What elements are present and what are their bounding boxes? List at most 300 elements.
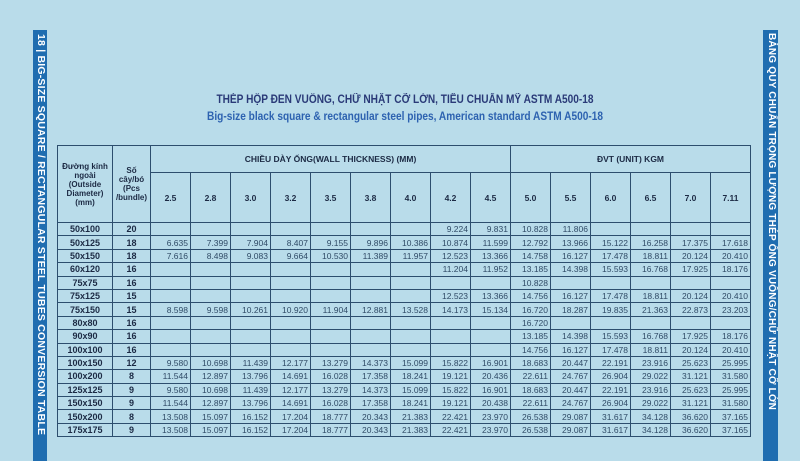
cell-weight: 12.897 bbox=[191, 397, 231, 410]
cell-weight: 16.258 bbox=[631, 236, 671, 249]
side-label-left bbox=[33, 30, 47, 461]
cell-weight bbox=[391, 263, 431, 276]
cell-weight bbox=[231, 276, 271, 289]
cell-weight: 24.767 bbox=[551, 370, 591, 383]
header-thickness: 3.8 bbox=[351, 173, 391, 223]
cell-size: 100x100 bbox=[58, 343, 113, 356]
cell-weight: 9.896 bbox=[351, 236, 391, 249]
cell-weight bbox=[151, 263, 191, 276]
cell-weight: 10.698 bbox=[191, 356, 231, 369]
table-row bbox=[58, 397, 751, 410]
cell-weight: 14.373 bbox=[351, 383, 391, 396]
cell-weight: 17.478 bbox=[591, 343, 631, 356]
cell-weight bbox=[431, 316, 471, 329]
cell-weight: 17.925 bbox=[671, 330, 711, 343]
cell-weight bbox=[271, 276, 311, 289]
cell-weight bbox=[391, 289, 431, 302]
weight-table bbox=[57, 145, 751, 437]
cell-pcs: 16 bbox=[113, 343, 151, 356]
cell-weight: 11.806 bbox=[551, 223, 591, 236]
cell-weight: 23.916 bbox=[631, 356, 671, 369]
cell-weight: 13.366 bbox=[471, 289, 511, 302]
cell-weight: 17.358 bbox=[351, 370, 391, 383]
header-thickness: 6.0 bbox=[591, 173, 631, 223]
cell-weight: 10.828 bbox=[511, 223, 551, 236]
cell-weight bbox=[351, 223, 391, 236]
cell-weight bbox=[151, 330, 191, 343]
cell-weight: 18.241 bbox=[391, 397, 431, 410]
cell-weight: 8.598 bbox=[151, 303, 191, 316]
cell-weight: 12.523 bbox=[431, 289, 471, 302]
cell-weight: 21.383 bbox=[391, 410, 431, 423]
cell-pcs: 9 bbox=[113, 383, 151, 396]
cell-size: 60x120 bbox=[58, 263, 113, 276]
cell-weight: 16.028 bbox=[311, 397, 351, 410]
cell-weight: 25.995 bbox=[711, 356, 751, 369]
cell-weight: 10.920 bbox=[271, 303, 311, 316]
cell-weight: 31.121 bbox=[671, 370, 711, 383]
cell-weight: 25.623 bbox=[671, 356, 711, 369]
cell-weight bbox=[351, 263, 391, 276]
cell-weight bbox=[191, 276, 231, 289]
cell-weight: 9.580 bbox=[151, 383, 191, 396]
cell-weight: 22.873 bbox=[671, 303, 711, 316]
cell-pcs: 9 bbox=[113, 423, 151, 436]
cell-weight: 20.438 bbox=[471, 397, 511, 410]
cell-weight: 15.099 bbox=[391, 356, 431, 369]
cell-size: 175x175 bbox=[58, 423, 113, 436]
cell-weight: 13.528 bbox=[391, 303, 431, 316]
cell-weight: 25.995 bbox=[711, 383, 751, 396]
cell-size: 50x150 bbox=[58, 249, 113, 262]
cell-weight: 9.083 bbox=[231, 249, 271, 262]
cell-size: 80x80 bbox=[58, 316, 113, 329]
cell-weight: 9.831 bbox=[471, 223, 511, 236]
cell-weight: 19.121 bbox=[431, 370, 471, 383]
cell-weight: 7.399 bbox=[191, 236, 231, 249]
cell-weight: 9.155 bbox=[311, 236, 351, 249]
cell-weight: 16.127 bbox=[551, 343, 591, 356]
cell-weight: 13.185 bbox=[511, 263, 551, 276]
table-row bbox=[58, 356, 751, 369]
cell-weight bbox=[631, 316, 671, 329]
cell-weight bbox=[151, 289, 191, 302]
header-unit: ĐVT (UNIT) KGM bbox=[511, 146, 751, 173]
header-thickness: 3.5 bbox=[311, 173, 351, 223]
cell-size: 100x200 bbox=[58, 370, 113, 383]
header-thickness: 2.5 bbox=[151, 173, 191, 223]
cell-weight bbox=[231, 316, 271, 329]
cell-weight: 14.691 bbox=[271, 397, 311, 410]
cell-weight bbox=[431, 330, 471, 343]
cell-weight bbox=[191, 223, 231, 236]
cell-weight: 15.099 bbox=[391, 383, 431, 396]
cell-weight: 18.176 bbox=[711, 263, 751, 276]
cell-weight: 20.447 bbox=[551, 356, 591, 369]
cell-weight bbox=[191, 263, 231, 276]
cell-pcs: 8 bbox=[113, 370, 151, 383]
cell-weight: 21.363 bbox=[631, 303, 671, 316]
cell-weight: 18.777 bbox=[311, 423, 351, 436]
cell-weight: 34.128 bbox=[631, 410, 671, 423]
cell-weight: 11.599 bbox=[471, 236, 511, 249]
cell-weight bbox=[231, 223, 271, 236]
cell-weight: 10.828 bbox=[511, 276, 551, 289]
cell-weight: 23.916 bbox=[631, 383, 671, 396]
cell-weight: 14.758 bbox=[511, 249, 551, 262]
cell-weight: 20.447 bbox=[551, 383, 591, 396]
header-thickness: 5.0 bbox=[511, 173, 551, 223]
cell-weight: 12.792 bbox=[511, 236, 551, 249]
table-row bbox=[58, 289, 751, 302]
side-label-right-text: BẢNG QUY CHUẨN TRỌNG LƯỢNG THÉP ỐNG VUÔNG/CHỮ NHẬT CỠ LỚN bbox=[766, 33, 777, 411]
header-thickness: 5.5 bbox=[551, 173, 591, 223]
cell-pcs: 16 bbox=[113, 263, 151, 276]
cell-weight: 13.185 bbox=[511, 330, 551, 343]
cell-weight: 11.544 bbox=[151, 397, 191, 410]
table-row bbox=[58, 276, 751, 289]
cell-weight: 14.398 bbox=[551, 330, 591, 343]
cell-weight bbox=[311, 263, 351, 276]
cell-weight: 26.538 bbox=[511, 410, 551, 423]
cell-weight: 11.904 bbox=[311, 303, 351, 316]
cell-weight: 14.173 bbox=[431, 303, 471, 316]
header-diameter: Đường kính ngoài (Outside Diameter) (mm) bbox=[58, 146, 113, 223]
cell-weight: 23.203 bbox=[711, 303, 751, 316]
cell-weight: 20.410 bbox=[711, 249, 751, 262]
cell-weight: 25.623 bbox=[671, 383, 711, 396]
cell-weight: 29.022 bbox=[631, 370, 671, 383]
cell-weight: 16.152 bbox=[231, 410, 271, 423]
table-row bbox=[58, 370, 751, 383]
cell-weight bbox=[311, 330, 351, 343]
cell-size: 75x75 bbox=[58, 276, 113, 289]
cell-weight: 20.410 bbox=[711, 289, 751, 302]
cell-weight: 16.127 bbox=[551, 249, 591, 262]
cell-weight: 8.407 bbox=[271, 236, 311, 249]
cell-weight bbox=[351, 316, 391, 329]
header-thickness: 3.2 bbox=[271, 173, 311, 223]
cell-weight: 13.966 bbox=[551, 236, 591, 249]
header-wall-thickness: CHIỀU DÀY ỐNG(WALL THICKNESS) (MM) bbox=[151, 146, 511, 173]
cell-weight bbox=[391, 276, 431, 289]
side-label-left-text: 18 | BIG-SIZE SQUARE / RECTANGULAR STEEL TUBES CONVERSION TABLE bbox=[35, 34, 47, 436]
cell-weight bbox=[271, 263, 311, 276]
cell-weight: 36.620 bbox=[671, 423, 711, 436]
cell-weight: 11.957 bbox=[391, 249, 431, 262]
cell-weight bbox=[671, 223, 711, 236]
cell-pcs: 16 bbox=[113, 330, 151, 343]
cell-weight: 12.881 bbox=[351, 303, 391, 316]
header-thickness: 4.0 bbox=[391, 173, 431, 223]
cell-weight bbox=[231, 343, 271, 356]
cell-weight bbox=[151, 223, 191, 236]
cell-weight: 22.611 bbox=[511, 397, 551, 410]
cell-pcs: 15 bbox=[113, 303, 151, 316]
cell-weight: 9.664 bbox=[271, 249, 311, 262]
cell-weight: 15.134 bbox=[471, 303, 511, 316]
cell-weight bbox=[591, 276, 631, 289]
cell-weight: 12.177 bbox=[271, 356, 311, 369]
cell-weight: 18.287 bbox=[551, 303, 591, 316]
cell-weight: 14.373 bbox=[351, 356, 391, 369]
cell-weight: 14.756 bbox=[511, 343, 551, 356]
cell-weight: 20.124 bbox=[671, 249, 711, 262]
cell-weight: 17.358 bbox=[351, 397, 391, 410]
cell-weight: 13.508 bbox=[151, 423, 191, 436]
cell-weight: 10.698 bbox=[191, 383, 231, 396]
cell-weight: 15.593 bbox=[591, 330, 631, 343]
cell-weight: 29.022 bbox=[631, 397, 671, 410]
cell-weight: 16.028 bbox=[311, 370, 351, 383]
table-row bbox=[58, 249, 751, 262]
cell-weight: 15.097 bbox=[191, 423, 231, 436]
cell-weight bbox=[711, 223, 751, 236]
table-row bbox=[58, 423, 751, 436]
cell-weight: 11.952 bbox=[471, 263, 511, 276]
cell-weight: 16.901 bbox=[471, 356, 511, 369]
cell-weight: 7.904 bbox=[231, 236, 271, 249]
cell-weight: 21.383 bbox=[391, 423, 431, 436]
cell-weight: 16.901 bbox=[471, 383, 511, 396]
cell-weight: 23.970 bbox=[471, 423, 511, 436]
cell-pcs: 9 bbox=[113, 397, 151, 410]
cell-weight: 31.580 bbox=[711, 397, 751, 410]
cell-weight: 12.177 bbox=[271, 383, 311, 396]
cell-weight bbox=[391, 316, 431, 329]
cell-weight: 6.635 bbox=[151, 236, 191, 249]
cell-weight bbox=[231, 330, 271, 343]
table-row bbox=[58, 263, 751, 276]
cell-weight: 18.683 bbox=[511, 383, 551, 396]
cell-weight bbox=[191, 343, 231, 356]
table-row bbox=[58, 223, 751, 236]
cell-weight: 17.478 bbox=[591, 289, 631, 302]
cell-weight: 7.616 bbox=[151, 249, 191, 262]
cell-weight: 20.124 bbox=[671, 289, 711, 302]
cell-weight: 11.389 bbox=[351, 249, 391, 262]
cell-weight bbox=[471, 330, 511, 343]
cell-weight: 37.165 bbox=[711, 410, 751, 423]
header-thickness: 6.5 bbox=[631, 173, 671, 223]
cell-weight: 19.835 bbox=[591, 303, 631, 316]
cell-pcs: 12 bbox=[113, 356, 151, 369]
cell-weight: 18.811 bbox=[631, 249, 671, 262]
cell-weight: 18.811 bbox=[631, 343, 671, 356]
cell-weight: 17.375 bbox=[671, 236, 711, 249]
cell-pcs: 15 bbox=[113, 289, 151, 302]
cell-weight: 11.439 bbox=[231, 356, 271, 369]
cell-weight: 13.508 bbox=[151, 410, 191, 423]
cell-weight: 20.410 bbox=[711, 343, 751, 356]
cell-weight: 20.124 bbox=[671, 343, 711, 356]
cell-weight: 17.618 bbox=[711, 236, 751, 249]
cell-weight: 18.241 bbox=[391, 370, 431, 383]
cell-weight bbox=[671, 316, 711, 329]
cell-weight: 29.087 bbox=[551, 423, 591, 436]
cell-weight bbox=[311, 276, 351, 289]
table-row bbox=[58, 410, 751, 423]
cell-weight bbox=[271, 289, 311, 302]
cell-weight bbox=[191, 330, 231, 343]
cell-weight: 20.343 bbox=[351, 410, 391, 423]
table-row bbox=[58, 330, 751, 343]
cell-weight bbox=[431, 343, 471, 356]
cell-weight: 12.897 bbox=[191, 370, 231, 383]
cell-weight: 13.279 bbox=[311, 356, 351, 369]
header-thickness: 2.8 bbox=[191, 173, 231, 223]
cell-weight bbox=[551, 316, 591, 329]
cell-weight: 11.204 bbox=[431, 263, 471, 276]
cell-weight: 31.580 bbox=[711, 370, 751, 383]
cell-weight: 15.822 bbox=[431, 356, 471, 369]
cell-weight bbox=[271, 330, 311, 343]
cell-weight bbox=[311, 343, 351, 356]
cell-weight: 14.691 bbox=[271, 370, 311, 383]
cell-weight bbox=[671, 276, 711, 289]
cell-weight bbox=[471, 316, 511, 329]
cell-pcs: 18 bbox=[113, 249, 151, 262]
cell-weight: 18.683 bbox=[511, 356, 551, 369]
cell-weight: 31.121 bbox=[671, 397, 711, 410]
cell-weight: 15.122 bbox=[591, 236, 631, 249]
cell-weight: 20.436 bbox=[471, 370, 511, 383]
cell-weight: 17.478 bbox=[591, 249, 631, 262]
cell-weight bbox=[391, 343, 431, 356]
cell-weight: 11.439 bbox=[231, 383, 271, 396]
cell-weight: 31.617 bbox=[591, 423, 631, 436]
cell-weight: 17.204 bbox=[271, 423, 311, 436]
header-thickness: 7.0 bbox=[671, 173, 711, 223]
cell-weight bbox=[431, 276, 471, 289]
cell-weight bbox=[351, 276, 391, 289]
cell-weight: 9.580 bbox=[151, 356, 191, 369]
cell-weight: 16.127 bbox=[551, 289, 591, 302]
cell-weight: 15.822 bbox=[431, 383, 471, 396]
cell-size: 50x125 bbox=[58, 236, 113, 249]
cell-weight bbox=[271, 223, 311, 236]
cell-weight: 17.204 bbox=[271, 410, 311, 423]
cell-weight: 14.398 bbox=[551, 263, 591, 276]
cell-weight: 22.421 bbox=[431, 410, 471, 423]
cell-weight: 36.620 bbox=[671, 410, 711, 423]
title-english: Big-size black square & rectangular steel pipes, American standard ASTM A500-18 bbox=[207, 111, 603, 123]
cell-weight: 13.279 bbox=[311, 383, 351, 396]
cell-weight: 24.767 bbox=[551, 397, 591, 410]
header-thickness: 4.5 bbox=[471, 173, 511, 223]
header-thickness: 7.11 bbox=[711, 173, 751, 223]
cell-weight: 31.617 bbox=[591, 410, 631, 423]
cell-weight bbox=[551, 276, 591, 289]
cell-weight bbox=[231, 289, 271, 302]
cell-weight: 16.720 bbox=[511, 316, 551, 329]
cell-size: 100x150 bbox=[58, 356, 113, 369]
title-vietnamese: THÉP HỘP ĐEN VUÔNG, CHỮ NHẬT CỠ LỚN, TIÊU CHUẨN MỸ ASTM A500-18 bbox=[216, 94, 594, 106]
cell-weight bbox=[231, 263, 271, 276]
cell-pcs: 16 bbox=[113, 316, 151, 329]
cell-weight: 15.097 bbox=[191, 410, 231, 423]
header-thickness: 4.2 bbox=[431, 173, 471, 223]
cell-weight: 18.811 bbox=[631, 289, 671, 302]
cell-size: 90x90 bbox=[58, 330, 113, 343]
cell-weight bbox=[471, 276, 511, 289]
cell-weight: 29.087 bbox=[551, 410, 591, 423]
cell-weight: 26.538 bbox=[511, 423, 551, 436]
table-row bbox=[58, 303, 751, 316]
cell-weight: 17.925 bbox=[671, 263, 711, 276]
cell-weight: 16.720 bbox=[511, 303, 551, 316]
cell-weight bbox=[391, 330, 431, 343]
cell-size: 50x100 bbox=[58, 223, 113, 236]
cell-weight: 14.756 bbox=[511, 289, 551, 302]
cell-weight bbox=[271, 343, 311, 356]
cell-weight: 10.261 bbox=[231, 303, 271, 316]
cell-weight: 11.544 bbox=[151, 370, 191, 383]
cell-weight: 20.343 bbox=[351, 423, 391, 436]
header-thickness: 3.0 bbox=[231, 173, 271, 223]
cell-weight bbox=[271, 316, 311, 329]
cell-weight: 13.796 bbox=[231, 370, 271, 383]
cell-weight: 13.796 bbox=[231, 397, 271, 410]
cell-pcs: 20 bbox=[113, 223, 151, 236]
cell-pcs: 8 bbox=[113, 410, 151, 423]
cell-weight: 23.970 bbox=[471, 410, 511, 423]
header-pcs: Số cây/bó (Pcs /bundle) bbox=[113, 146, 151, 223]
cell-weight: 18.777 bbox=[311, 410, 351, 423]
cell-weight: 16.152 bbox=[231, 423, 271, 436]
table-row bbox=[58, 343, 751, 356]
cell-weight bbox=[711, 316, 751, 329]
cell-weight: 15.593 bbox=[591, 263, 631, 276]
cell-weight: 16.768 bbox=[631, 263, 671, 276]
cell-size: 75x150 bbox=[58, 303, 113, 316]
cell-weight bbox=[351, 343, 391, 356]
cell-weight: 10.874 bbox=[431, 236, 471, 249]
cell-weight bbox=[311, 316, 351, 329]
cell-weight bbox=[391, 223, 431, 236]
cell-weight: 22.611 bbox=[511, 370, 551, 383]
cell-weight: 10.386 bbox=[391, 236, 431, 249]
cell-weight bbox=[151, 343, 191, 356]
cell-weight: 8.498 bbox=[191, 249, 231, 262]
cell-size: 150x150 bbox=[58, 397, 113, 410]
cell-weight bbox=[591, 223, 631, 236]
cell-weight: 37.165 bbox=[711, 423, 751, 436]
cell-size: 150x200 bbox=[58, 410, 113, 423]
cell-weight bbox=[471, 343, 511, 356]
cell-weight bbox=[151, 276, 191, 289]
cell-weight: 13.366 bbox=[471, 249, 511, 262]
cell-weight: 18.176 bbox=[711, 330, 751, 343]
cell-weight bbox=[311, 289, 351, 302]
cell-weight: 12.523 bbox=[431, 249, 471, 262]
cell-size: 125x125 bbox=[58, 383, 113, 396]
cell-weight: 22.191 bbox=[591, 356, 631, 369]
table-row bbox=[58, 236, 751, 249]
cell-weight: 26.904 bbox=[591, 370, 631, 383]
cell-weight bbox=[191, 289, 231, 302]
cell-weight bbox=[351, 289, 391, 302]
cell-pcs: 16 bbox=[113, 276, 151, 289]
cell-weight bbox=[631, 276, 671, 289]
cell-weight bbox=[711, 276, 751, 289]
table-row bbox=[58, 316, 751, 329]
cell-weight: 19.121 bbox=[431, 397, 471, 410]
cell-weight bbox=[151, 316, 191, 329]
cell-weight: 22.191 bbox=[591, 383, 631, 396]
cell-weight bbox=[311, 223, 351, 236]
cell-weight bbox=[631, 223, 671, 236]
